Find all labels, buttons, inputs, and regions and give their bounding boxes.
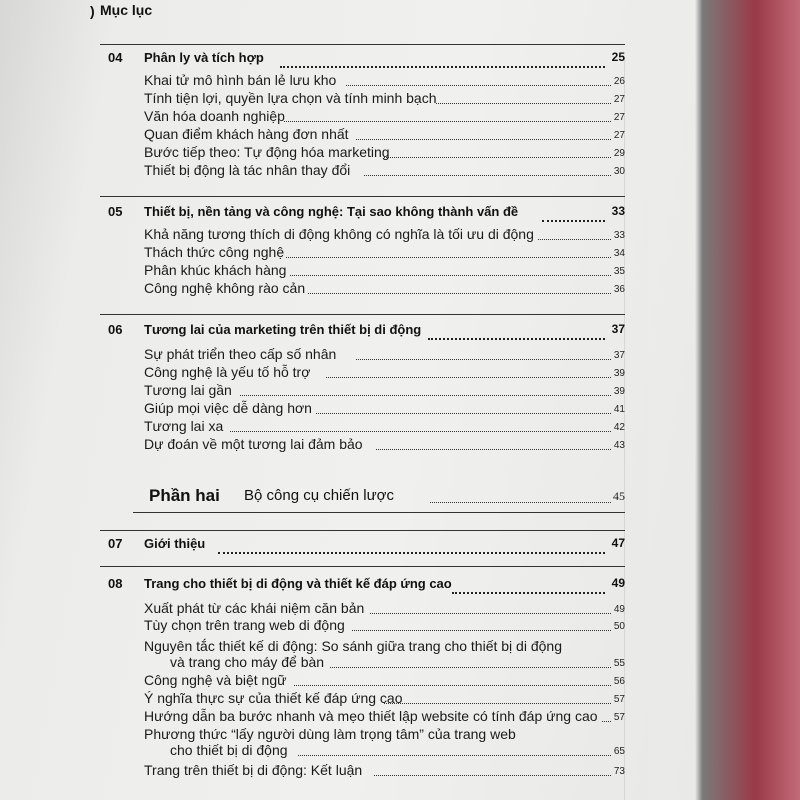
toc-item-title: Thách thức công nghệ xyxy=(144,244,285,260)
toc-item-title: Thiết bị động là tác nhân thay đổi xyxy=(144,162,351,178)
part-page: 45 xyxy=(613,489,625,503)
part-label: Phần hai xyxy=(149,486,220,505)
leader-dots xyxy=(384,703,611,704)
toc-item-page: 27 xyxy=(613,112,625,123)
toc-item-page: 41 xyxy=(613,404,625,415)
toc-item-title: Quan điểm khách hàng đơn nhất xyxy=(144,126,349,142)
toc-item-page: 57 xyxy=(613,712,625,723)
toc-item-page: 26 xyxy=(613,76,625,87)
leader-dots xyxy=(326,377,611,378)
leader-dots xyxy=(330,667,611,668)
toc-item-page: 50 xyxy=(613,621,625,632)
leader-dots xyxy=(352,630,611,631)
chapter-number: 07 xyxy=(108,536,123,551)
leader-dots xyxy=(346,85,611,86)
leader-dots xyxy=(240,395,611,396)
leader-dots xyxy=(542,220,605,222)
toc-item-page: 36 xyxy=(613,284,625,295)
leader-dots xyxy=(430,502,611,503)
toc-item-page: 39 xyxy=(613,368,625,379)
toc-item-title: Khai tử mô hình bán lẻ lưu kho xyxy=(144,72,337,88)
toc-item-page: 35 xyxy=(613,266,625,277)
toc-item-page: 55 xyxy=(613,658,625,669)
leader-dots xyxy=(280,66,605,68)
chapter-separator xyxy=(100,530,625,531)
chapter-05 xyxy=(108,204,625,296)
leader-dots xyxy=(298,755,611,756)
header-title: Mục lục xyxy=(100,2,153,18)
toc-item-title: Hướng dẫn ba bước nhanh và mẹo thiết lập website có tính đáp ứng cao xyxy=(144,708,598,724)
toc-item-page: 27 xyxy=(613,94,625,105)
chapter-07 xyxy=(108,536,625,556)
chapter-06 xyxy=(108,322,625,452)
page-edge xyxy=(650,0,800,800)
chapter-title: Giới thiệu xyxy=(144,536,206,551)
leader-dots xyxy=(384,157,611,158)
toc-item-title: Tương lai xa xyxy=(144,418,224,434)
chapter-page: 25 xyxy=(611,50,625,64)
leader-dots xyxy=(290,275,611,276)
leader-dots xyxy=(294,685,611,686)
toc-item-title: Tùy chọn trên trang web di động xyxy=(144,617,345,633)
page-header: ) Mục lục xyxy=(90,2,153,19)
toc-item-page: 73 xyxy=(613,766,625,777)
toc-item-page: 27 xyxy=(613,130,625,141)
toc-item-title: Ý nghĩa thực sự của thiết kế đáp ứng cao xyxy=(144,690,403,706)
part-title: Bộ công cụ chiến lược xyxy=(244,487,394,504)
leader-dots xyxy=(316,413,611,414)
toc-item-page: 39 xyxy=(613,386,625,397)
chapter-04 xyxy=(108,50,625,70)
toc-item-page: 43 xyxy=(613,440,625,451)
leader-dots xyxy=(308,293,611,294)
chapter-number: 05 xyxy=(108,204,123,219)
leader-dots xyxy=(356,359,611,360)
toc-item-page: 57 xyxy=(613,694,625,705)
part-underline xyxy=(133,512,625,513)
chapter-page: 49 xyxy=(611,576,625,590)
toc-item-title: Trang trên thiết bị di động: Kết luận xyxy=(144,762,363,778)
toc-item-title: Sự phát triển theo cấp số nhân xyxy=(144,346,337,362)
chapter-page: 47 xyxy=(611,536,625,550)
toc-item-page: 49 xyxy=(613,604,625,615)
chapter-separator xyxy=(100,196,625,197)
leader-dots xyxy=(376,449,611,450)
leader-dots xyxy=(230,431,611,432)
toc-item-title: Phân khúc khách hàng xyxy=(144,262,287,278)
leader-dots xyxy=(286,257,611,258)
leader-dots xyxy=(364,175,611,176)
toc-item-page: 37 xyxy=(613,350,625,361)
toc-item-page: 56 xyxy=(613,676,625,687)
leader-dots xyxy=(374,775,611,776)
toc-item-title: Phương thức “lấy người dùng làm trọng tâm” của trang web xyxy=(144,726,516,742)
chapter-08 xyxy=(108,576,625,778)
chapter-number: 08 xyxy=(108,576,123,591)
chapter-separator xyxy=(100,566,625,567)
toc-item-title: Công nghệ không rào cản xyxy=(144,280,306,296)
leader-dots xyxy=(436,103,611,104)
toc-item-title: Bước tiếp theo: Tự động hóa marketing xyxy=(144,144,390,160)
toc-item-title: Tương lai gần xyxy=(144,382,232,398)
toc-item-page: 33 xyxy=(613,230,625,241)
chapter-page: 33 xyxy=(611,204,625,218)
chapter-title: Tương lai của marketing trên thiết bị di động xyxy=(144,322,422,337)
chapter-title: Phân ly và tích hợp xyxy=(144,50,264,65)
leader-dots xyxy=(452,592,605,594)
toc-item-title: Nguyên tắc thiết kế di động: So sánh giữa trang cho thiết bị di động xyxy=(144,638,562,654)
toc-item-title: Dự đoán về một tương lai đảm bảo xyxy=(144,436,363,452)
leader-dots xyxy=(538,239,611,240)
toc-item-page: 42 xyxy=(613,422,625,433)
toc-item-page: 65 xyxy=(613,746,625,757)
toc-item-title: Khả năng tương thích di động không có nghĩa là tối ưu di động xyxy=(144,226,534,242)
chapter-title: Trang cho thiết bị di động và thiết kế đáp ứng cao xyxy=(144,576,452,591)
toc-item-title: Công nghệ là yếu tố hỗ trợ xyxy=(144,364,311,380)
chapter-page: 37 xyxy=(611,322,625,336)
toc-item-title: Văn hóa doanh nghiệp xyxy=(144,108,285,124)
toc-item-title-continued: và trang cho máy để bàn xyxy=(170,654,325,670)
chapter-separator xyxy=(100,44,625,45)
leader-dots xyxy=(428,338,605,340)
toc-item-title: Tính tiện lợi, quyền lựa chọn và tính minh bạch xyxy=(144,90,437,106)
toc-item-title: Công nghệ và biệt ngữ xyxy=(144,672,287,688)
chapter-separator xyxy=(100,314,625,315)
chapter-number: 04 xyxy=(108,50,123,65)
toc-item-title: Xuất phát từ các khái niệm căn bản xyxy=(144,600,365,616)
leader-dots xyxy=(218,552,605,554)
part-heading xyxy=(133,484,625,514)
leader-dots xyxy=(284,121,611,122)
leader-dots xyxy=(602,721,611,722)
leader-dots xyxy=(356,139,611,140)
leader-dots xyxy=(370,613,611,614)
chapter-number: 06 xyxy=(108,322,123,337)
toc-item-title: Giúp mọi việc dễ dàng hơn xyxy=(144,400,312,416)
toc-item-page: 29 xyxy=(613,148,625,159)
toc-item-page: 34 xyxy=(613,248,625,259)
toc-item-page: 30 xyxy=(613,166,625,177)
toc-item-title-continued: cho thiết bị di động xyxy=(170,742,288,758)
chapter-title: Thiết bị, nền tảng và công nghệ: Tại sao không thành vấn đề xyxy=(144,204,519,219)
